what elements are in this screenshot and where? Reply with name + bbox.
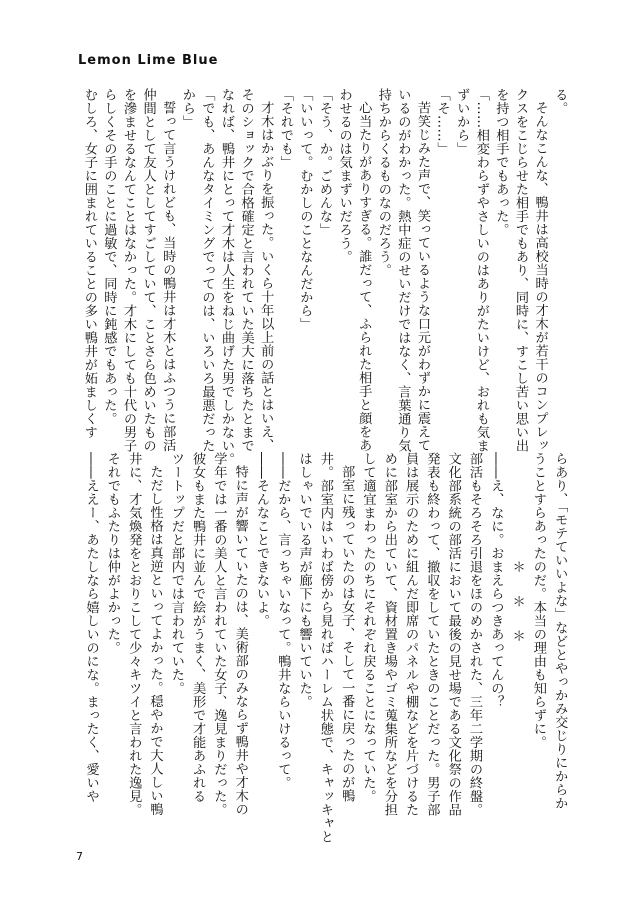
text-column: 彼女もまた鴨井に並んで絵がうまく、美形で才能あふれる [190,452,206,803]
text-column: から」 [179,88,195,129]
text-column: 「いいって。むかしのことなんだから」 [297,88,313,331]
text-column: めに部室から出ていて、資材置き場やゴミ蒐集所などを分担 [381,452,397,817]
page-number: 7 [76,850,83,863]
running-header: Lemon Lime Blue [78,53,219,68]
text-column: 員は展示のために組んだ即席のパネルや棚などを片づけるた [403,452,419,817]
text-column: を滲ませるなんてことはなかった。才木にしても十代の男子 [121,88,136,453]
text-column: して適宜まわったのちにそれぞれ戻ることになっていた。 [360,452,376,803]
text-column: らしくその手のことに過敏で、同時に鈍感でもあった。 [101,88,117,426]
text-column: いるのがわかった。熱中症のせいだけではなく、言葉通り気 [395,88,411,453]
text-column: 発表も終わって、撤収をしていたときのことだった。男子部 [424,452,440,817]
text-column: 仲間として友人としてすごしていて、ことさら色めいたもの [140,88,156,453]
text-column: 部室に残っていたのは女子、そして一番に戻ったのが鴨 [339,465,355,803]
text-column: はしゃいでいる声が廊下にも響いていた。 [296,452,312,709]
text-column: 才木はかぶりを振った。いくら十年以上前の話とはいえ、 [258,101,274,452]
text-column: 誓って言うけれども、当時の鴨井は才木とはふつうに部活 [160,101,176,452]
text-column: ――そんなことできないよ。 [254,452,269,628]
text-column: 「それでも」 [277,88,293,169]
text-column: 部活もそろそろ引退をほのめかされた、三年二学期の終盤。 [467,452,482,817]
text-column: ずいから」 [454,88,470,156]
text-column: 心当たりがありすぎる。誰だって、ふられた相手と顔をあ [356,101,372,452]
text-column: を持つ相手でもあった。 [493,88,509,237]
text-column: 「そう、か。ごめんな」 [317,88,332,237]
text-column: わせるのは気まずいだろう。 [336,88,352,264]
text-column: 「そ……」 [434,88,450,156]
text-column: 「でも、あんなタイミングでってのは、いろいろ最悪だった [199,88,215,453]
text-column: クスをこじらせた相手でもあり、同時に、すこし苦い思い出 [513,88,528,453]
text-column: 持ちからくるものなのだろう。 [375,88,391,277]
text-column: 文化部系統の部活において最後の見せ場である文化祭の作品 [445,452,461,817]
text-column: ――え、なに。おまえらつきあってんの？ [488,452,504,709]
text-column: ツートップだと部内では言われていた。 [168,452,184,695]
text-column: むしろ、女子に囲まれていることの多い鴨井が妬ましくす [81,88,97,439]
text-column: ただし性格は真逆といってよかった。穏やかで大人しい鴨 [147,465,163,816]
text-column: る。 [552,88,568,115]
text-column: 「……相変わらずやさしいのはありがたいけど、おれも気ま [473,88,489,453]
text-column: ――だから、言っちゃいなって。鴨井ならいけるって。 [275,452,291,790]
text-column: うことすらあったのだ。本当の理由も知らずに。 [530,452,546,749]
text-column: ――ええー、あたしなら嬉しいのにな。まったく、愛いや [83,452,99,803]
text-column: らあり、「モテていいよな」などとやっかみ交じりにからか [552,452,568,810]
text-column: 学年では一番の美人と言われていた女子、逸見まりだった。 [211,452,227,817]
text-column: 井に、才気煥発をとおりこして少々キツイと言われた逸見。 [126,452,142,817]
text-column: 井。部室内はいわば傍から見ればハーレム状態で、キャッキャと [317,452,333,844]
text-column: ＊ ＊ ＊ [509,560,525,646]
text-column: なれば、鴨井にとって才木は人生をねじ曲げた男でしかない。 [219,88,234,466]
text-column: そんなこんな、鴨井は高校当時の才木が若干のコンプレッ [532,101,548,452]
text-column: そのショックで合格確定と言われていた美大に落ちたとまで [238,88,254,453]
text-column: それでもふたりは仲がよかった。 [104,452,120,655]
text-column: 苦笑じみた声で、笑っているような口元がわずかに震えて [415,101,430,452]
text-column: 特に声が響いていたのは、美術部のみならず鴨井や才木の [232,465,248,816]
